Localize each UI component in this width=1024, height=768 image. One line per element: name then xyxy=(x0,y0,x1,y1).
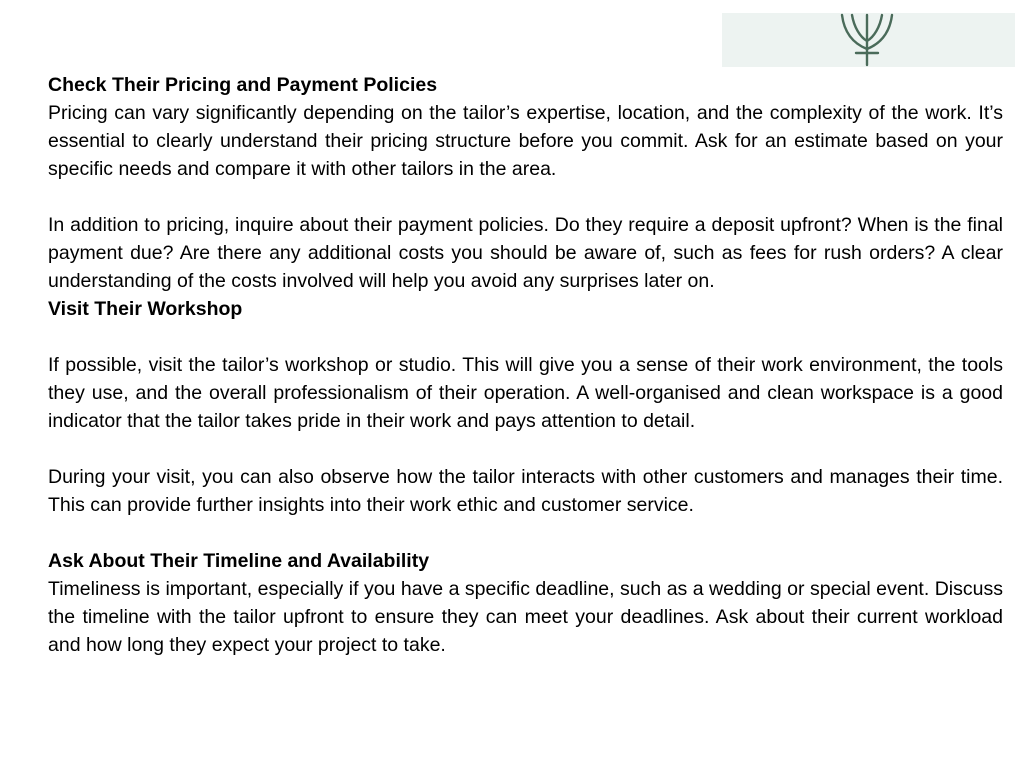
article-body xyxy=(48,71,1003,659)
paragraph-pricing-1: Pricing can vary significantly depending on the tailor’s expertise, location, and the complexity of the work. It’s essential to clearly understand their pricing structure before you commit. Ask for an estimate based on your specific needs and compare it with other tailors in the area. xyxy=(48,102,1003,180)
paragraph-workshop-1: If possible, visit the tailor’s workshop or studio. This will give you a sense of their work environment, the tools they use, and the overall professionalism of their operation. A well-organised and clean workspace is a good indicator that the tailor takes pride in their work and pays attention to detail. xyxy=(48,354,1003,432)
paragraph-pricing-2: In addition to pricing, inquire about their payment policies. Do they require a deposit upfront? When is the final payment due? Are there any additional costs you should be aware of, such as fees for rush orders? A clear understanding of the costs involved will help you avoid any surprises later on. xyxy=(48,214,1003,292)
section-heading-pricing: Check Their Pricing and Payment Policies xyxy=(48,74,438,96)
section-heading-workshop: Visit Their Workshop xyxy=(48,298,243,320)
paragraph-timeline-1: Timeliness is important, especially if you have a specific deadline, such as a wedding or special event. Discuss the timeline with the tailor upfront to ensure they can meet your deadlines. Ask about their current workload and how long they expect your project to take. xyxy=(48,578,1003,656)
paragraph-workshop-2: During your visit, you can also observe how the tailor interacts with other customers and manages their time. This can provide further insights into their work ethic and customer service. xyxy=(48,466,1003,516)
logo-banner xyxy=(722,13,1015,67)
trident-logo-icon xyxy=(832,13,902,67)
section-heading-timeline: Ask About Their Timeline and Availability xyxy=(48,550,430,572)
